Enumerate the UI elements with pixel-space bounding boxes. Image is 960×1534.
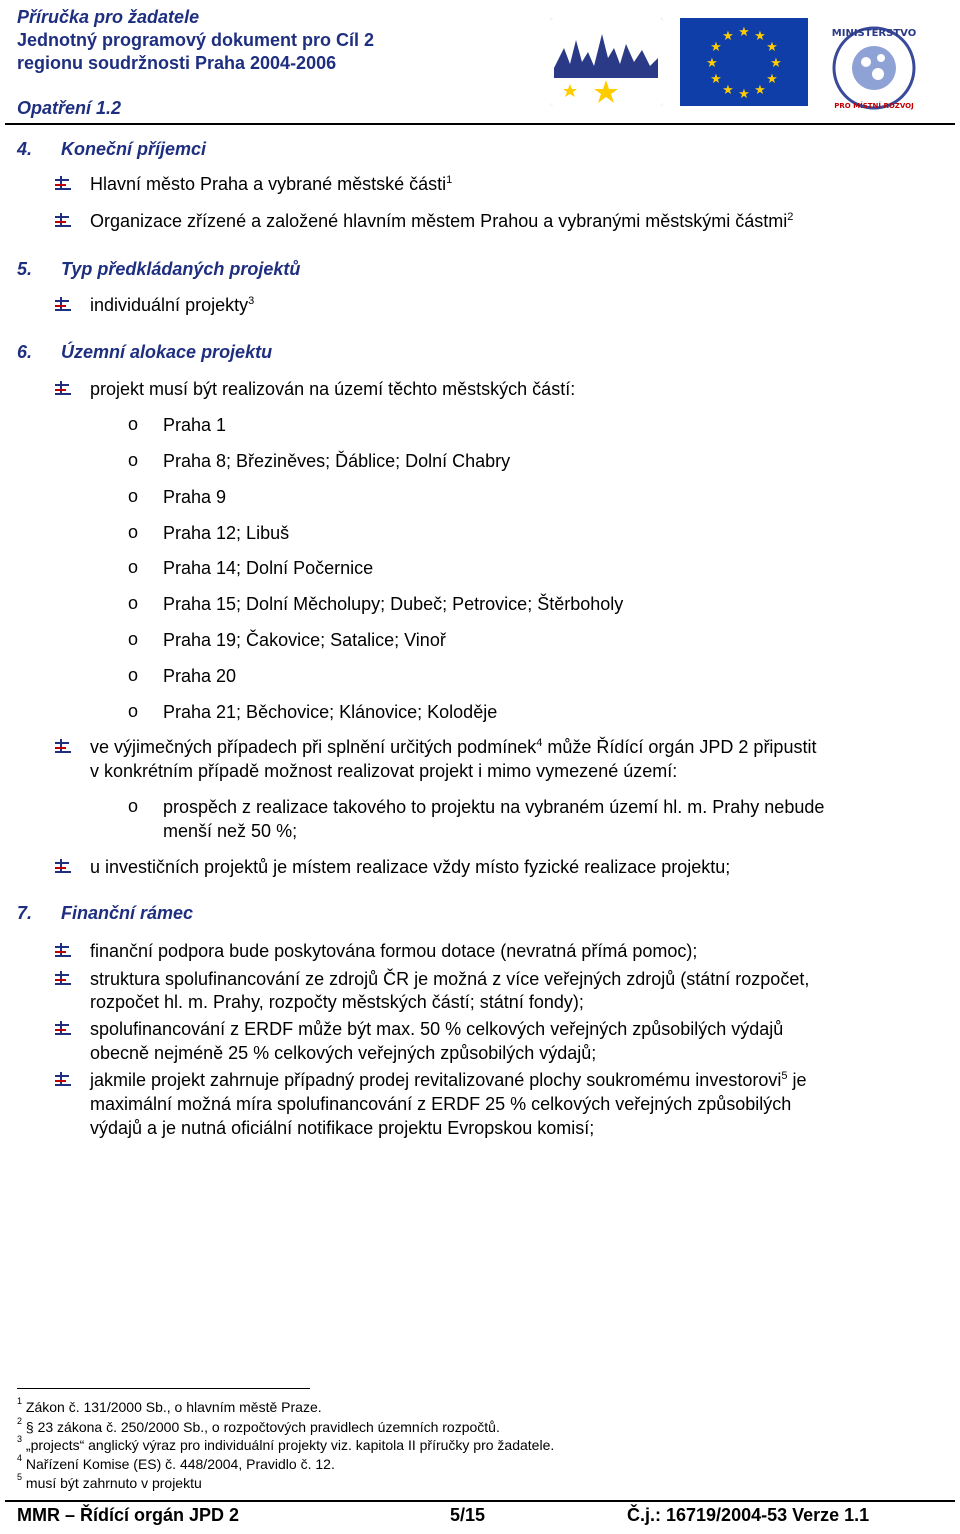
footnote: $^5$ musí být zahrnuto v projektu (17, 1472, 202, 1491)
svg-text:★: ★ (722, 29, 734, 44)
svg-text:★: ★ (722, 83, 734, 98)
district-item: Praha 20 (163, 666, 237, 686)
section-7-heading: 7. Finanční rámec (17, 903, 194, 923)
section-5-heading: 5. Typ předkládaných projektů (17, 259, 301, 279)
finance-item-cont: výdajů a je nutná oficiální notifikace projektu Evropskou komisí; (90, 1118, 595, 1138)
district-item: Praha 14; Dolní Počernice (163, 558, 374, 578)
footer-org: MMR – Řídící orgán JPD 2 (17, 1505, 240, 1525)
footnote: $^2$ § 23 zákona č. 250/2000 Sb., o rozpočtových pravidlech územních rozpočtů. (17, 1416, 500, 1435)
svg-text:★: ★ (738, 87, 750, 102)
svg-text:★: ★ (754, 83, 766, 98)
footer-divider (5, 1500, 955, 1502)
circle-bullet: o (128, 593, 139, 613)
measure-label: Opatření 1.2 (17, 98, 122, 118)
finance-item-cont: maximální možná míra spolufinancování z ERDF 25 % celkových veřejných způsobilých (90, 1094, 792, 1114)
praha-logo-icon (550, 18, 663, 106)
finance-item: jakmile projekt zahrnuje případný prodej revitalizované plochy soukromému investorovi$^5$ je (90, 1070, 807, 1090)
section-6-heading: 6. Územní alokace projektu (17, 342, 273, 362)
district-item: Praha 1 (163, 415, 227, 435)
finance-item: spolufinancování z ERDF může být max. 50 % celkových veřejných způsobilých výdajů (90, 1019, 784, 1039)
header-subtitle: Jednotný programový dokument pro Cíl 2 (17, 30, 375, 50)
circle-bullet: o (128, 522, 139, 542)
circle-bullet: o (128, 486, 139, 506)
svg-text:★: ★ (738, 25, 750, 40)
circle-bullet: o (128, 557, 139, 577)
arrow-bullet-icon (55, 1021, 71, 1035)
district-item: Praha 9 (163, 487, 227, 507)
circle-bullet: o (128, 629, 139, 649)
circle-bullet: o (128, 450, 139, 470)
district-item: Praha 8; Březiněves; Ďáblice; Dolní Chabry (163, 451, 511, 471)
header-region: regionu soudržnosti Praha 2004-2006 (17, 53, 337, 73)
header-title: Příručka pro žadatele (17, 7, 200, 27)
district-item: Praha 12; Libuš (163, 523, 290, 543)
arrow-bullet-icon (55, 381, 71, 395)
footnote: $^3$ „projects“ anglický výraz pro individuální projekty viz. kapitola II příručky pro žadatele. (17, 1434, 555, 1453)
exception-condition: prospěch z realizace takového to projektu na vybraném území hl. m. Prahy nebude (163, 797, 825, 817)
svg-text:★: ★ (766, 72, 778, 87)
mmr-logo-icon (826, 22, 922, 112)
footnote: $^4$ Nařízení Komise (ES) č. 448/2004, Pravidlo č. 12. (17, 1453, 335, 1472)
arrow-bullet-icon (55, 859, 71, 873)
svg-text:★: ★ (710, 72, 722, 87)
svg-text:★: ★ (754, 29, 766, 44)
mmr-text-bottom: PRO MÍSTNÍ ROZVOJ (834, 102, 914, 110)
arrow-bullet-icon (55, 297, 71, 311)
circle-bullet: o (128, 414, 139, 434)
circle-bullet: o (128, 665, 139, 685)
document-header (17, 6, 374, 75)
finance-item: finanční podpora bude poskytována formou dotace (nevratná přímá pomoc); (90, 941, 698, 961)
section-4-heading: 4. Koneční příjemci (17, 139, 207, 159)
investment-note: u investičních projektů je místem realizace vždy místo fyzické realizace projektu; (90, 857, 731, 877)
svg-text:★: ★ (706, 56, 718, 71)
arrow-bullet-icon (55, 943, 71, 957)
footnote: $^1$ Zákon č. 131/2000 Sb., o hlavním městě Praze. (17, 1396, 322, 1415)
svg-text:★: ★ (770, 56, 782, 71)
document-reference: Č.j.: 16719/2004-53 Verze 1.1 (627, 1505, 870, 1525)
list-item: Hlavní město Praha a vybrané městské části$^1$ (90, 174, 453, 194)
exception-text: ve výjimečných případech při splnění určitých podmínek$^4$ může Řídící orgán JPD 2 připustit (90, 737, 817, 757)
arrow-bullet-icon (55, 1072, 71, 1086)
district-item: Praha 15; Dolní Měcholupy; Dubeč; Petrovice; Štěrboholy (163, 594, 624, 614)
list-item: individuální projekty$^3$ (90, 295, 255, 315)
arrow-bullet-icon (55, 971, 71, 985)
finance-item-cont: rozpočet hl. m. Prahy, rozpočty městských částí; státní fondy); (90, 992, 584, 1012)
circle-bullet: o (128, 701, 139, 721)
mmr-text-top: MINISTERSTVO (831, 28, 917, 39)
page-number: 5/15 (450, 1505, 486, 1525)
circle-bullet: o (128, 796, 139, 816)
eu-flag-icon (680, 18, 808, 106)
district-item: Praha 21; Běchovice; Klánovice; Koloděje (163, 702, 498, 722)
svg-text:★: ★ (766, 40, 778, 55)
finance-item-cont: obecně nejméně 25 % celkových veřejných způsobilých výdajů; (90, 1043, 597, 1063)
svg-text:★: ★ (710, 40, 722, 55)
exception-text-cont: v konkrétním případě možnost realizovat projekt i mimo vymezené území: (90, 761, 678, 781)
list-item: Organizace zřízené a založené hlavním městem Prahou a vybranými městskými částmi$^2$ (90, 211, 794, 231)
exception-condition-cont: menší než 50 %; (163, 821, 298, 841)
arrow-bullet-icon (55, 213, 71, 227)
district-item: Praha 19; Čakovice; Satalice; Vinoř (163, 630, 446, 650)
header-divider (5, 123, 955, 125)
footnote-divider (17, 1388, 310, 1389)
finance-item: struktura spolufinancování ze zdrojů ČR je možná z více veřejných zdrojů (státní rozpočet, (90, 969, 810, 989)
arrow-bullet-icon (55, 739, 71, 753)
arrow-bullet-icon (55, 176, 71, 190)
section-6-intro: projekt musí být realizován na území těchto městských částí: (90, 379, 576, 399)
